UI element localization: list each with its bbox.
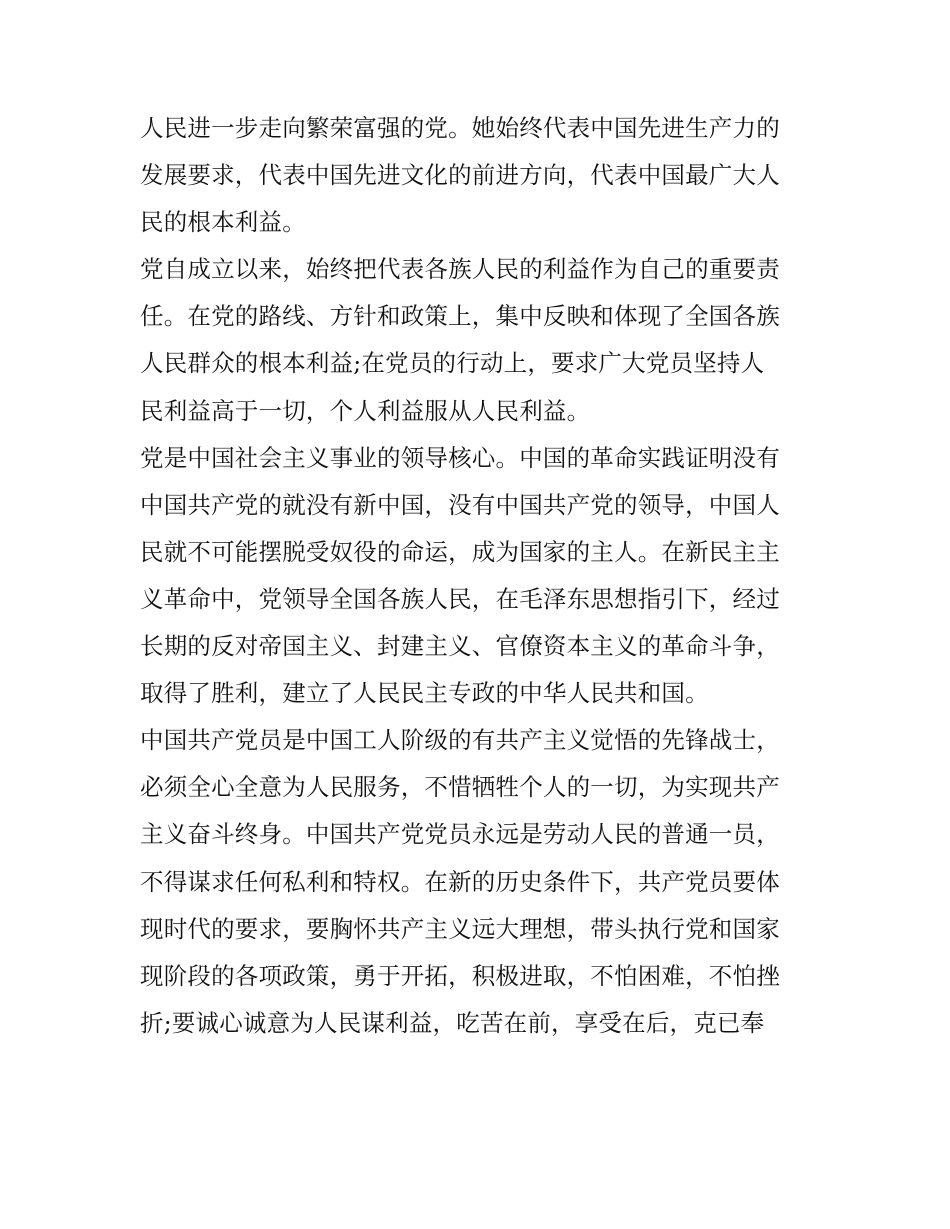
- text-line: 民的根本利益。: [140, 208, 306, 237]
- text-line: 取得了胜利，建立了人民民主专政的中华人民共和国。: [140, 679, 709, 708]
- text-line: 必须全心全意为人民服务，不惜牺牲个人的一切，为实现共产: [140, 773, 780, 802]
- text-line: 发展要求，代表中国先进文化的前进方向，代表中国最广大人: [140, 161, 780, 190]
- text-line: 长期的反对帝国主义、封建主义、官僚资本主义的革命斗争，: [140, 632, 780, 661]
- text-line: 现阶段的各项政策，勇于开拓，积极进取，不怕困难，不怕挫: [140, 961, 780, 990]
- text-line: 中国共产党员是中国工人阶级的有共产主义觉悟的先锋战士，: [140, 726, 780, 755]
- text-line: 人民群众的根本利益;在党员的行动上，要求广大党员坚持人: [140, 349, 765, 378]
- text-line: 人民进一步走向繁荣富强的党。她始终代表中国先进生产力的: [140, 114, 780, 142]
- text-line: 现时代的要求，要胸怀共产主义远大理想，带头执行党和国家: [140, 914, 780, 943]
- text-line: 党自成立以来，始终把代表各族人民的利益作为自己的重要责: [140, 255, 780, 284]
- text-line: 不得谋求任何私利和特权。在新的历史条件下，共产党员要体: [140, 867, 780, 896]
- text-line: 义革命中，党领导全国各族人民，在毛泽东思想指引下，经过: [140, 584, 780, 613]
- text-line: 折;要诚心诚意为人民谋利益，吃苦在前，享受在后，克已奉: [140, 1008, 765, 1037]
- text-line: 民利益高于一切，个人利益服从人民利益。: [140, 396, 591, 425]
- text-line: 中国共产党的就没有新中国，没有中国共产党的领导，中国人: [140, 490, 780, 519]
- body-text: [140, 105, 820, 1047]
- text-line: 任。在党的路线、方针和政策上，集中反映和体现了全国各族: [140, 302, 780, 331]
- text-line: 民就不可能摆脱受奴役的命运，成为国家的主人。在新民主主: [140, 537, 780, 566]
- text-line: 主义奋斗终身。中国共产党党员永远是劳动人民的普通一员，: [140, 820, 780, 849]
- text-line: 党是中国社会主义事业的领导核心。中国的革命实践证明没有: [140, 443, 780, 472]
